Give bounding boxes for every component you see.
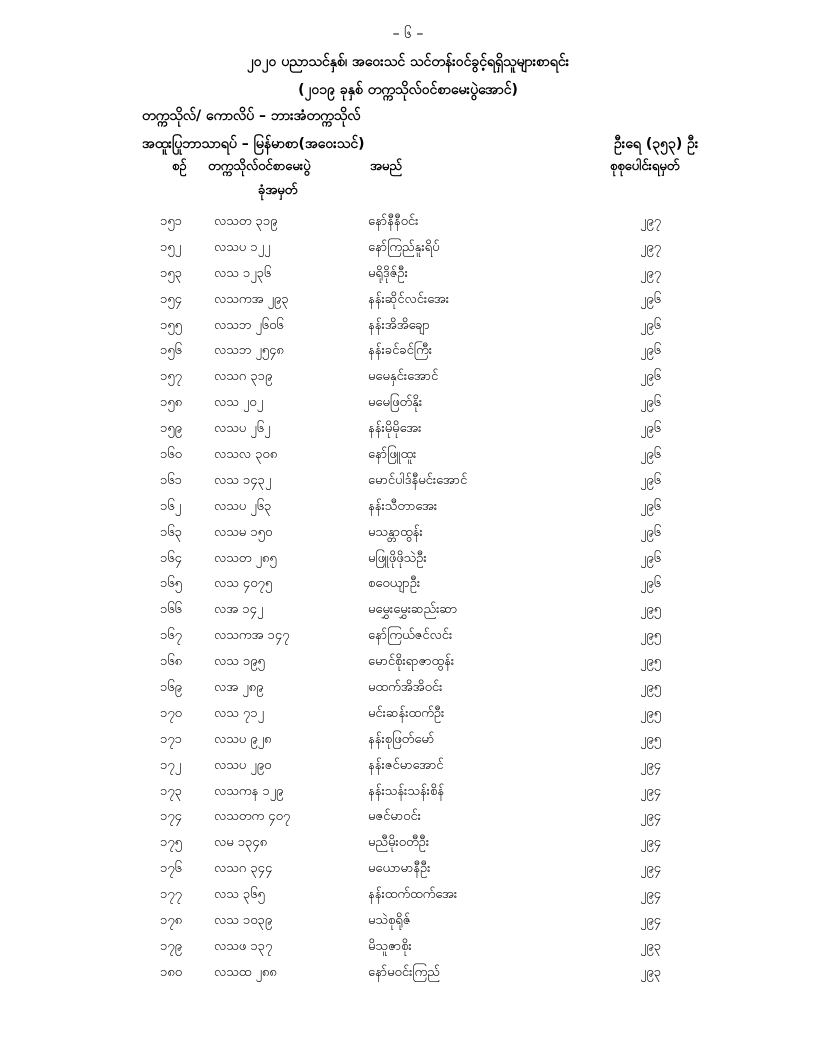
cell-total: ၂၉၄ [640, 913, 662, 929]
cell-roll: လအ ၁၄၂ [214, 602, 264, 618]
cell-total: ၂၉၄ [640, 835, 662, 851]
cell-roll: လသမ ၁၅၀ [214, 524, 273, 540]
cell-name: နန်းခင်ခင်ကြီး [368, 343, 433, 359]
cell-total: ၂၉၆ [640, 550, 662, 566]
cell-roll: လသကန ၁၂၉ [214, 783, 284, 799]
cell-total: ၂၉၇ [640, 214, 662, 229]
table-row [0, 780, 816, 806]
cell-roll: လသပ ၂၉၀ [214, 757, 272, 773]
cell-name: နော်မဝင်းကြည် [368, 964, 440, 980]
table-row [0, 314, 816, 340]
cell-no: ၁၅၂ [160, 239, 182, 255]
cell-name: နန်းထက်ထက်အေး [368, 887, 458, 903]
table-row [0, 961, 816, 987]
cell-total: ၂၉၆ [640, 498, 662, 514]
cell-no: ၁၆၈ [160, 654, 183, 670]
page-number: – ၆ – [392, 26, 424, 42]
cell-name: မမေနှင်းအောင် [368, 369, 439, 385]
cell-roll: လသပ ၉၂၈ [214, 731, 272, 747]
cell-roll: လသဘ ၂၆၀၆ [214, 317, 284, 333]
cell-total: ၂၉၅ [640, 628, 662, 644]
cell-no: ၁၆၀ [160, 447, 182, 463]
column-header-roll-line2: ခုံအမှတ် [258, 183, 298, 198]
cell-roll: လအ ၂၈၉ [214, 680, 264, 696]
cell-total: ၂၉၃ [640, 938, 662, 954]
cell-no: ၁၈၀ [160, 964, 183, 980]
table-row [0, 391, 816, 417]
cell-name: နန်းဇင်မာအောင် [368, 757, 444, 773]
cell-total: ၂၉၇ [640, 239, 662, 255]
cell-name: မယောမာနီဦး [368, 861, 431, 877]
column-header-total: စုစုပေါင်းရမှတ် [610, 159, 680, 174]
cell-roll: လသ ၃၆၅ [214, 887, 265, 903]
cell-name: မရိုဒိုဇ်ဦး [368, 265, 408, 281]
cell-name: စဝေယျာဦး [368, 576, 421, 592]
major-label: အထူးပြုဘာသာရပ် – မြန်မာစာ(အဝေးသင်) [142, 136, 365, 152]
cell-roll: လသကအ ၁၄၇ [214, 628, 290, 644]
table-row [0, 805, 816, 831]
cell-no: ၁၇၈ [160, 913, 183, 929]
table-row [0, 262, 816, 288]
cell-no: ၁၆၇ [160, 628, 182, 644]
cell-total: ၂၉၄ [640, 861, 662, 877]
column-header-roll: တက္ကသိုလ်ဝင်စာမေးပွဲ [208, 159, 311, 174]
cell-total: ၂၉၄ [640, 809, 662, 825]
cell-roll: လသ ၁၂၃၆ [214, 265, 272, 281]
cell-total: ၂၉၆ [640, 343, 662, 359]
table-row [0, 339, 816, 365]
cell-name: မညီမိုးဝတီဦး [368, 835, 430, 851]
table-row [0, 624, 816, 650]
cell-total: ၂၉၅ [640, 731, 662, 747]
document-title: ၂၀၂၀ ပညာသင်နှစ်၊ အဝေးသင် သင်တန်းဝင်ခွင့်ရရှိသူများစာရင်း [246, 54, 570, 70]
table-row [0, 547, 816, 573]
table-row [0, 443, 816, 469]
cell-total: ၂၉၄ [640, 783, 662, 799]
cell-no: ၁၅၆ [160, 343, 182, 359]
cell-roll: လမ ၁၃၄၈ [214, 835, 268, 851]
cell-roll: လသ ၇၁၂ [214, 705, 264, 721]
cell-no: ၁၆၄ [160, 550, 182, 566]
cell-total: ၂၉၆ [640, 317, 662, 333]
cell-name: မမွှေးမွှေးဆည်းဆာ [368, 602, 458, 618]
table-row [0, 572, 816, 598]
cell-total: ၂၉၆ [640, 524, 662, 540]
table-row [0, 469, 816, 495]
cell-name: နန်းမိုမိုအေး [368, 421, 422, 437]
cell-total: ၂၉၆ [640, 447, 662, 463]
cell-name: နော်ကြည်နူးရိပ် [368, 239, 440, 255]
total-count-label: ဦးရေ (၃၅၃) ဦး [614, 136, 699, 152]
table-row [0, 598, 816, 624]
cell-no: ၁၆၉ [160, 680, 182, 696]
cell-roll: လသကအ ၂၉၃ [214, 291, 289, 307]
table-row [0, 521, 816, 547]
cell-no: ၁၅၃ [160, 265, 182, 281]
table-row [0, 676, 816, 702]
cell-name: နော်ဖြူထူး [368, 447, 417, 463]
cell-name: မင်းဆန်းထက်ဦး [368, 705, 445, 721]
cell-total: ၂၉၆ [640, 291, 662, 307]
table-row [0, 650, 816, 676]
document-subtitle: (၂၀၁၉ ခုနှစ် တက္ကသိုလ်ဝင်စာမေးပွဲအောင်) [298, 82, 518, 98]
cell-name: နန်းအိအိချော [368, 317, 430, 333]
cell-no: ၁၇၉ [160, 938, 182, 954]
cell-name: မသဲစုရိုဇ် [368, 913, 411, 929]
table-row [0, 210, 816, 236]
cell-no: ၁၆၃ [160, 524, 182, 540]
cell-name: နန်းဆိုင်လင်းအေး [368, 291, 450, 307]
cell-total: ၂၉၄ [640, 757, 662, 773]
table-row [0, 935, 816, 961]
cell-total: ၂၉၅ [640, 680, 662, 696]
cell-total: ၂၉၆ [640, 369, 662, 385]
cell-name: မဇင်မာဝင်း [368, 809, 421, 825]
cell-total: ၂၉၄ [640, 887, 662, 903]
table-row [0, 754, 816, 780]
cell-roll: လသ ၁၄၃၂ [214, 472, 272, 488]
cell-name: မထက်အိအိဝင်း [368, 680, 443, 696]
cell-total: ၂၉၅ [640, 705, 662, 721]
cell-roll: လသတက ၄၀၇ [214, 809, 291, 825]
cell-name: မောင်ပါဒ်နီမင်းအောင် [368, 472, 468, 488]
cell-total: ၂၉၇ [640, 265, 662, 281]
cell-roll: လသပ ၂၆၂ [214, 421, 271, 437]
cell-name: နော်နီနီဝင်း [368, 214, 419, 229]
table-row [0, 365, 816, 391]
cell-total: ၂၉၆ [640, 395, 662, 411]
table-row [0, 883, 816, 909]
cell-total: ၂၉၅ [640, 602, 662, 618]
cell-roll: လသဂ ၃၄၄ [214, 861, 273, 877]
cell-no: ၁၇၂ [160, 757, 182, 773]
cell-name: မမေဖြတ်နိုး [368, 395, 423, 411]
cell-name: မောင်စိုးရာဇာထွန်း [368, 654, 455, 670]
cell-name: နန်းစုဖြတ်မော် [368, 731, 435, 747]
cell-name: မိသူဇာစိုး [368, 938, 412, 954]
table-row [0, 417, 816, 443]
cell-roll: လသပ ၂၆၃ [214, 498, 272, 514]
cell-total: ၂၉၃ [640, 964, 662, 980]
cell-total: ၂၉၆ [640, 472, 662, 488]
cell-name: မသန္တာထွန်း [368, 524, 423, 540]
cell-roll: လသလ ၃၀၈ [214, 447, 278, 463]
university-label: တက္ကသိုလ်/ ကောလိပ် – ဘားအံတက္ကသိုလ် [142, 108, 361, 124]
cell-no: ၁၅၇ [160, 369, 182, 385]
results-table [0, 210, 816, 987]
cell-roll: လသထ ၂၈၈ [214, 964, 277, 980]
cell-roll: လသ ၁၀၃၉ [214, 913, 273, 929]
cell-no: ၁၅၉ [160, 421, 182, 437]
cell-roll: လသတ ၃၁၉ [214, 214, 278, 229]
table-row [0, 702, 816, 728]
cell-no: ၁၇၅ [160, 835, 182, 851]
cell-roll: လသတ ၂၈၅ [214, 550, 277, 566]
cell-no: ၁၅၅ [160, 317, 182, 333]
cell-roll: လသပ ၁၂၂ [214, 239, 271, 255]
cell-no: ၁၆၆ [160, 602, 182, 618]
table-row [0, 831, 816, 857]
cell-name: မဖြူဖိုဖိုသဲဦး [368, 550, 427, 566]
cell-roll: လသ ၁၉၅ [214, 654, 265, 670]
table-row [0, 236, 816, 262]
cell-no: ၁၆၁ [160, 472, 182, 488]
cell-no: ၁၅၄ [160, 291, 182, 307]
column-header-name: အမည် [370, 159, 402, 174]
cell-roll: လသ ၄၀၇၅ [214, 576, 273, 592]
cell-no: ၁၆၂ [160, 498, 182, 514]
cell-total: ၂၉၆ [640, 576, 662, 592]
cell-name: နန်းသန်းသန်းစိန် [368, 783, 444, 799]
cell-no: ၁၇၇ [160, 887, 182, 903]
table-row [0, 495, 816, 521]
table-row [0, 728, 816, 754]
cell-no: ၁၆၅ [160, 576, 182, 592]
cell-name: နန်းသီတာအေး [368, 498, 438, 514]
cell-no: ၁၇၁ [160, 731, 182, 747]
table-row [0, 288, 816, 314]
cell-roll: လသဘ ၂၅၄၈ [214, 343, 284, 359]
cell-no: ၁၅၁ [160, 214, 182, 229]
cell-no: ၁၇၃ [160, 783, 182, 799]
cell-no: ၁၇၆ [160, 861, 182, 877]
table-row [0, 857, 816, 883]
column-header-no: စဉ် [172, 159, 187, 174]
cell-total: ၂၉၅ [640, 654, 662, 670]
cell-roll: လသ ၂၀၂ [214, 395, 263, 411]
cell-roll: လသဂ ၃၁၉ [214, 369, 273, 385]
cell-total: ၂၉၆ [640, 421, 662, 437]
table-row [0, 909, 816, 935]
cell-no: ၁၇၀ [160, 705, 182, 721]
cell-no: ၁၅၈ [160, 395, 183, 411]
cell-name: နော်ကြယ်ဇင်လင်း [368, 628, 453, 644]
cell-roll: လသဖ ၁၃၇ [214, 938, 273, 954]
cell-no: ၁၇၄ [160, 809, 182, 825]
